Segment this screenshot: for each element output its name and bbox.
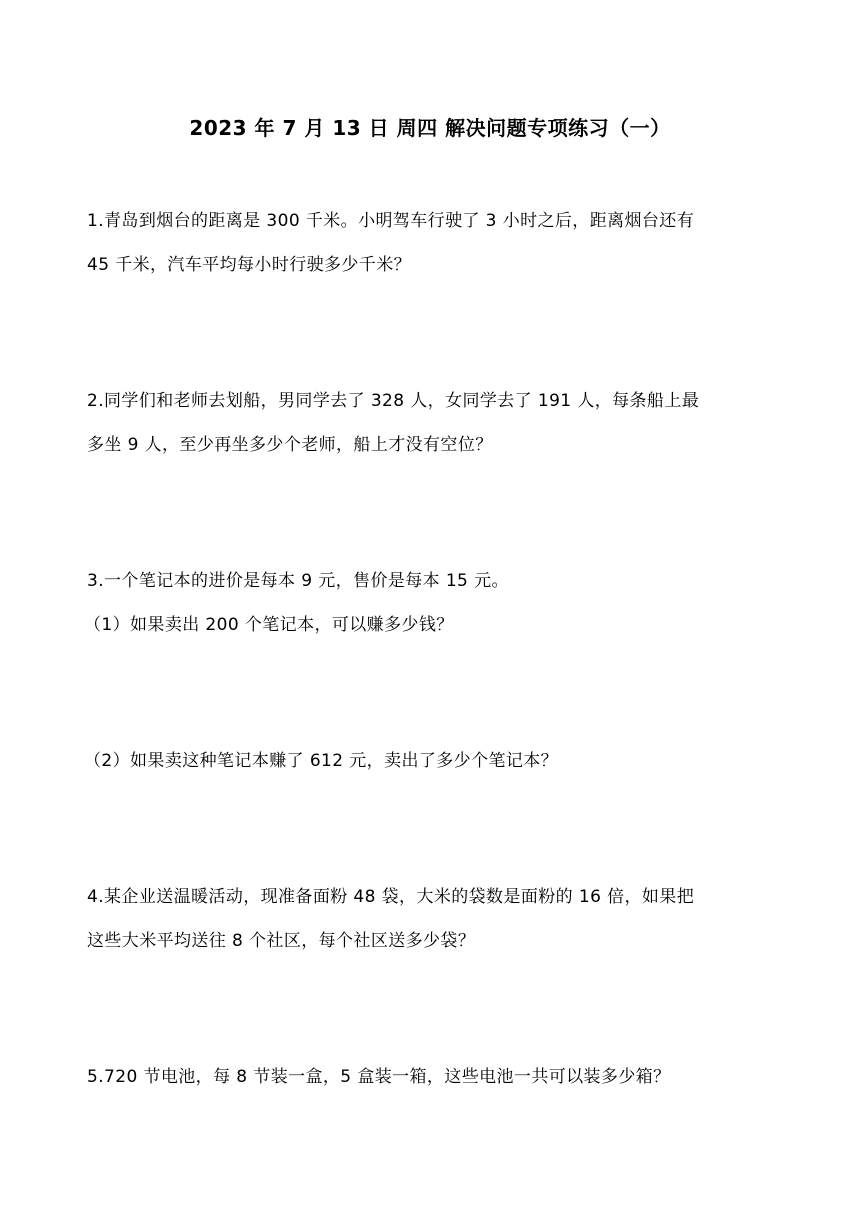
page-title: 2023 年 7 月 13 日 周四 解决问题专项练习（一）: [189, 116, 671, 140]
question-4-line-1: 4.某企业送温暖活动，现准备面粉 48 袋，大米的袋数是面粉的 16 倍，如果把: [87, 887, 695, 907]
question-1-line-1: 1.青岛到烟台的距离是 300 千米。小明驾车行驶了 3 小时之后，距离烟台还有: [87, 211, 695, 231]
question-4-line-2: 这些大米平均送往 8 个社区，每个社区送多少袋？: [87, 931, 476, 951]
question-2-line-1: 2.同学们和老师去划船，男同学去了 328 人，女同学去了 191 人，每条船上最: [87, 391, 700, 411]
question-3-part-1: （1）如果卖出 200 个笔记本，可以赚多少钱？: [84, 615, 454, 635]
question-1-line-2: 45 千米，汽车平均每小时行驶多少千米？: [87, 255, 412, 275]
question-3-line-1: 3.一个笔记本的进价是每本 9 元，售价是每本 15 元。: [87, 571, 509, 591]
question-5-line-1: 5.720 节电池，每 8 节装一盒，5 盒装一箱，这些电池一共可以装多少箱？: [87, 1067, 671, 1087]
question-3-part-2: （2）如果卖这种笔记本赚了 612 元，卖出了多少个笔记本？: [84, 751, 559, 771]
question-2-line-2: 多坐 9 人，至少再坐多少个老师，船上才没有空位？: [87, 435, 493, 455]
